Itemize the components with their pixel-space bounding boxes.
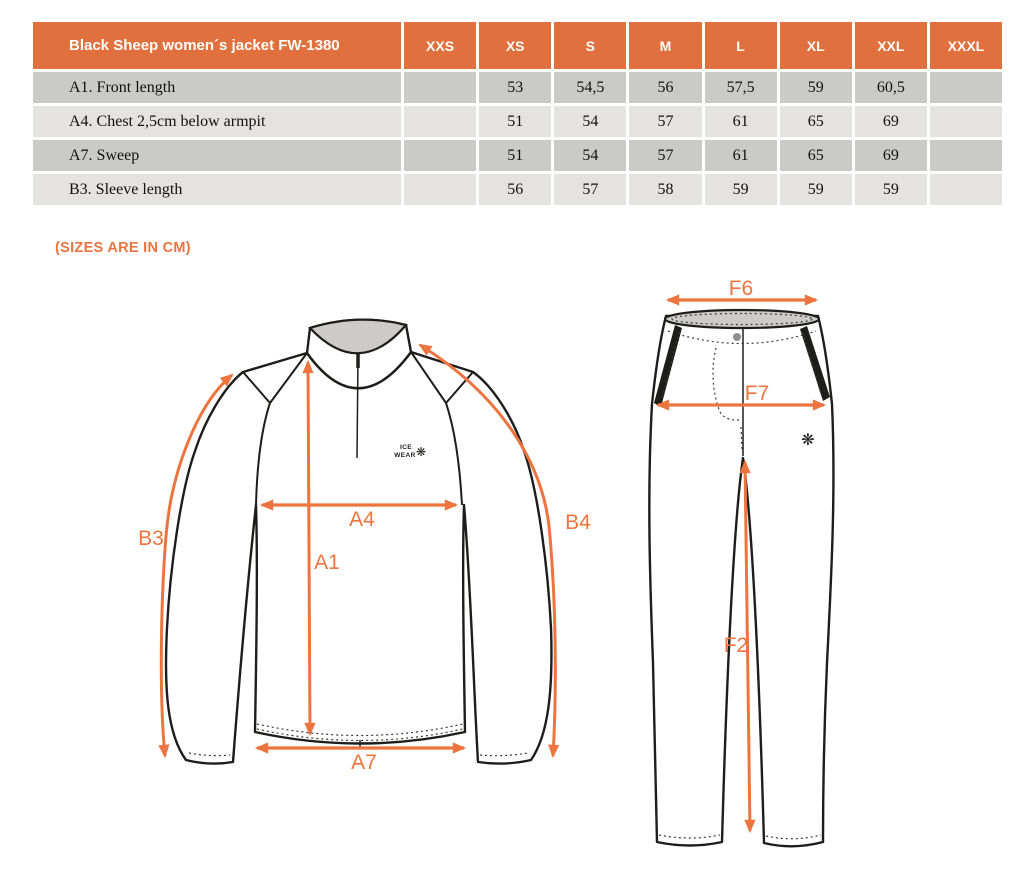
size-table-body <box>33 72 1002 205</box>
size-value-cell: 54 <box>554 106 626 137</box>
size-value-cell: 53 <box>479 72 551 103</box>
pants-drawing <box>649 277 833 846</box>
size-value-cell: 57,5 <box>705 72 777 103</box>
size-column-header-m: M <box>629 22 701 69</box>
size-column-header-xs: XS <box>479 22 551 69</box>
size-value-cell: 54,5 <box>554 72 626 103</box>
size-value-cell: 51 <box>479 140 551 171</box>
arrow-a1 <box>308 362 310 734</box>
pants-outline <box>649 316 833 846</box>
size-column-header-xxl: XXL <box>855 22 927 69</box>
size-value-cell <box>930 140 1002 171</box>
size-value-cell: 59 <box>705 174 777 205</box>
table-row <box>33 106 1002 137</box>
size-value-cell <box>930 72 1002 103</box>
size-column-header-s: S <box>554 22 626 69</box>
size-value-cell: 61 <box>705 106 777 137</box>
size-column-header-l: L <box>705 22 777 69</box>
pants-snowflake-icon: ❋ <box>801 430 815 449</box>
size-value-cell <box>930 106 1002 137</box>
measure-label-a7: A7 <box>351 751 377 774</box>
size-value-cell <box>404 106 476 137</box>
size-value-cell: 69 <box>855 140 927 171</box>
jacket-logo-snowflake-icon: ❋ <box>415 445 427 459</box>
size-table <box>30 19 1005 208</box>
size-value-cell: 56 <box>479 174 551 205</box>
measure-label-b3: B3 <box>138 527 164 550</box>
size-value-cell <box>404 140 476 171</box>
size-value-cell: 59 <box>780 174 852 205</box>
size-value-cell: 57 <box>554 174 626 205</box>
size-table-header-row <box>33 22 1002 69</box>
size-value-cell: 59 <box>855 174 927 205</box>
measure-label-a1: A1 <box>314 551 340 574</box>
size-value-cell: 57 <box>629 140 701 171</box>
size-value-cell: 60,5 <box>855 72 927 103</box>
table-title: Black Sheep women´s jacket FW-1380 <box>33 22 401 69</box>
jacket-zipper-line <box>357 356 358 458</box>
size-value-cell: 59 <box>780 72 852 103</box>
size-value-cell <box>404 72 476 103</box>
sizes-unit-note: (SIZES ARE IN CM) <box>55 240 191 256</box>
table-row <box>33 140 1002 171</box>
size-value-cell: 61 <box>705 140 777 171</box>
size-value-cell: 57 <box>629 106 701 137</box>
measure-label-f2: F2 <box>723 634 749 657</box>
jacket-drawing <box>138 320 591 774</box>
jacket-logo-wear: WEAR <box>394 452 416 459</box>
measurement-label: A4. Chest 2,5cm below armpit <box>33 106 401 137</box>
size-table-head <box>33 22 1002 69</box>
size-value-cell: 51 <box>479 106 551 137</box>
size-column-header-xxs: XXS <box>404 22 476 69</box>
size-value-cell: 69 <box>855 106 927 137</box>
size-value-cell: 54 <box>554 140 626 171</box>
measure-label-f6: F6 <box>728 277 754 300</box>
jacket-outline <box>166 352 551 764</box>
measurement-label: B3. Sleeve length <box>33 174 401 205</box>
size-value-cell <box>404 174 476 205</box>
table-row <box>33 72 1002 103</box>
size-value-cell: 56 <box>629 72 701 103</box>
pants-waist-opening <box>665 310 819 328</box>
measurement-label: A1. Front length <box>33 72 401 103</box>
measure-label-b4: B4 <box>565 511 591 534</box>
measurement-label: A7. Sweep <box>33 140 401 171</box>
size-column-header-xl: XL <box>780 22 852 69</box>
size-column-header-xxxl: XXXL <box>930 22 1002 69</box>
size-value-cell: 58 <box>629 174 701 205</box>
pants-button <box>733 333 741 341</box>
size-value-cell: 65 <box>780 106 852 137</box>
table-row <box>33 174 1002 205</box>
size-value-cell: 65 <box>780 140 852 171</box>
measure-label-f7: F7 <box>744 382 770 405</box>
measure-label-a4: A4 <box>349 508 375 531</box>
jacket-logo-ice: ICE <box>399 444 413 451</box>
garment-diagram <box>0 268 1033 888</box>
size-value-cell <box>930 174 1002 205</box>
